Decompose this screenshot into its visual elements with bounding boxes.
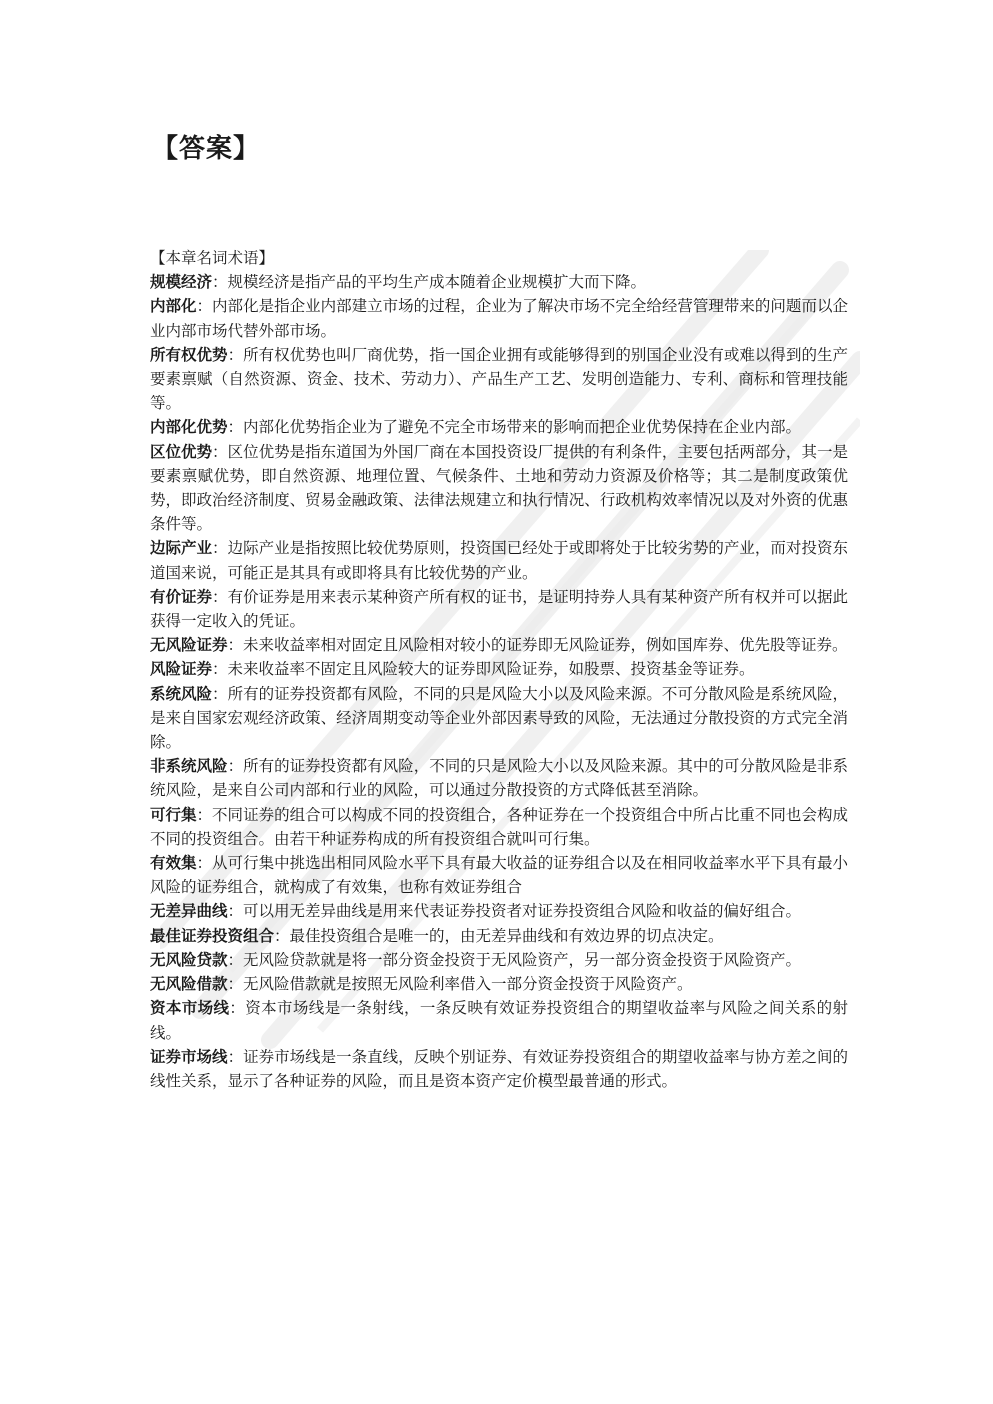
term-separator: ： xyxy=(212,660,228,679)
term-name: 边际产业 xyxy=(150,539,213,558)
term-name: 内部化 xyxy=(150,297,197,316)
term-definition: 所有的证券投资都有风险，不同的只是风险大小以及风险来源。不可分散风险是系统风险，是来自国家宏观经济政策、经济周期变动等企业外部因素导致的风险，无法通过分散投资的方式完全消除。 xyxy=(150,684,848,752)
glossary-term xyxy=(150,657,848,681)
term-definition: 所有权优势也叫厂商优势，指一国企业拥有或能够得到的别国企业没有或难以得到的生产要素禀赋（自然资源、资金、技术、劳动力）、产品生产工艺、发明创造能力、专利、商标和管理技能等。 xyxy=(150,345,848,413)
term-definition: 内部化优势指企业为了避免不完全市场带来的影响而把企业优势保持在企业内部。 xyxy=(243,418,802,437)
term-separator: ： xyxy=(227,418,244,437)
term-definition: 未来收益率不固定且风险较大的证券即风险证券，如股票、投资基金等证券。 xyxy=(227,660,755,679)
term-separator: ： xyxy=(227,636,244,655)
term-separator: ： xyxy=(212,273,228,292)
glossary-term xyxy=(150,536,848,584)
term-definition: 区位优势是指东道国为外国厂商在本国投资设厂提供的有利条件，主要包括两部分，其一是要素禀赋优势，即自然资源、地理位置、气候条件、土地和劳动力资源及价格等；其二是制度政策优势，即政治经济制度、贸易金融政策、法律法规建立和执行情况、行政机构效率情况以及对外资的优惠条件等。 xyxy=(150,442,848,534)
term-separator: ： xyxy=(212,442,228,461)
glossary-term xyxy=(150,803,848,851)
term-definition: 可以用无差异曲线是用来代表证券投资者对证券投资组合风险和收益的偏好组合。 xyxy=(243,902,802,921)
term-separator: ： xyxy=(274,926,290,945)
term-definition: 无风险贷款就是将一部分资金投资于无风险资产，另一部分资金投资于风险资产。 xyxy=(243,950,802,969)
term-name: 规模经济 xyxy=(150,273,213,292)
term-separator: ： xyxy=(227,902,244,921)
glossary-term xyxy=(150,633,848,657)
term-definition: 资本市场线是一条射线，一条反映有效证券投资组合的期望收益率与风险之间关系的射线。 xyxy=(150,999,848,1042)
term-separator: ： xyxy=(196,297,213,316)
glossary-term xyxy=(150,754,848,802)
page-heading: 【答案】 xyxy=(152,134,261,164)
glossary-term xyxy=(150,343,848,416)
term-definition: 规模经济是指产品的平均生产成本随着企业规模扩大而下降。 xyxy=(227,273,647,292)
term-name: 区位优势 xyxy=(150,442,213,461)
term-definition: 所有的证券投资都有风险，不同的只是风险大小以及风险来源。其中的可分散风险是非系统风险，是来自公司内部和行业的风险，可以通过分散投资的方式降低甚至消除。 xyxy=(150,757,848,800)
term-separator: ： xyxy=(227,950,244,969)
term-name: 有价证券 xyxy=(150,587,213,606)
term-name: 内部化优势 xyxy=(150,418,228,437)
glossary-term xyxy=(150,415,848,439)
term-definition: 不同证券的组合可以构成不同的投资组合，各种证券在一个投资组合中所占比重不同也会构成不同的投资组合。由若干种证券构成的所有投资组合就叫可行集。 xyxy=(150,805,848,848)
term-separator: ： xyxy=(229,999,246,1018)
glossary-term xyxy=(150,682,848,755)
glossary-term xyxy=(150,851,848,899)
term-separator: ： xyxy=(212,684,228,703)
term-name: 资本市场线 xyxy=(150,999,230,1018)
glossary-term xyxy=(150,270,848,294)
section-label: 【本章名词术语】 xyxy=(150,249,275,267)
term-definition: 从可行集中挑选出相同风险水平下具有最大收益的证券组合以及在相同收益率水平下具有最小风险的证券组合，就构成了有效集，也称有效证券组合 xyxy=(150,854,848,897)
term-name: 无差异曲线 xyxy=(150,902,228,921)
term-definition: 有价证券是用来表示某种资产所有权的证书，是证明持券人具有某种资产所有权并可以据此获得一定收入的凭证。 xyxy=(150,587,848,631)
term-name: 最佳证券投资组合 xyxy=(150,926,275,945)
glossary-term xyxy=(150,948,848,972)
term-name: 无风险贷款 xyxy=(150,950,228,969)
term-separator: ： xyxy=(227,1047,244,1066)
term-name: 证券市场线 xyxy=(150,1047,228,1066)
term-name: 可行集 xyxy=(150,805,197,824)
terms-list xyxy=(150,270,848,1093)
term-separator: ： xyxy=(196,854,213,873)
term-name: 无风险借款 xyxy=(150,975,228,994)
term-name: 所有权优势 xyxy=(150,345,228,364)
term-definition: 边际产业是指按照比较优势原则，投资国已经处于或即将处于比较劣势的产业，而对投资东道国来说，可能正是其具有或即将具有比较优势的产业。 xyxy=(150,539,848,582)
glossary-term xyxy=(150,1045,848,1093)
term-definition: 无风险借款就是按照无风险利率借入一部分资金投资于风险资产。 xyxy=(243,975,693,994)
term-name: 无风险证券 xyxy=(150,636,228,655)
term-name: 系统风险 xyxy=(150,684,213,703)
term-separator: ： xyxy=(227,975,244,994)
glossary-term xyxy=(150,899,848,923)
term-separator: ： xyxy=(212,539,228,558)
glossary-term xyxy=(150,294,848,342)
glossary-term xyxy=(150,924,848,948)
term-separator: ： xyxy=(227,345,244,364)
glossary-term xyxy=(150,585,848,633)
term-separator: ： xyxy=(212,587,228,606)
glossary-term xyxy=(150,996,848,1044)
term-name: 风险证券 xyxy=(150,660,213,679)
term-definition: 未来收益率相对固定且风险相对较小的证券即无风险证券，例如国库券、优先股等证券。 xyxy=(243,636,848,655)
term-name: 有效集 xyxy=(150,854,197,873)
glossary-term xyxy=(150,972,848,996)
glossary-term xyxy=(150,440,848,537)
term-definition: 内部化是指企业内部建立市场的过程，企业为了解决市场不完全给经营管理带来的问题而以企业内部市场代替外部市场。 xyxy=(150,297,848,340)
term-separator: ： xyxy=(196,805,213,824)
term-definition: 证券市场线是一条直线，反映个别证券、有效证券投资组合的期望收益率与协方差之间的线性关系，显示了各种证券的风险，而且是资本资产定价模型最普通的形式。 xyxy=(150,1047,848,1090)
term-name: 非系统风险 xyxy=(150,757,228,776)
term-definition: 最佳投资组合是唯一的，由无差异曲线和有效边界的切点决定。 xyxy=(289,926,724,945)
term-separator: ： xyxy=(227,757,244,776)
glossary-content xyxy=(150,246,848,1093)
